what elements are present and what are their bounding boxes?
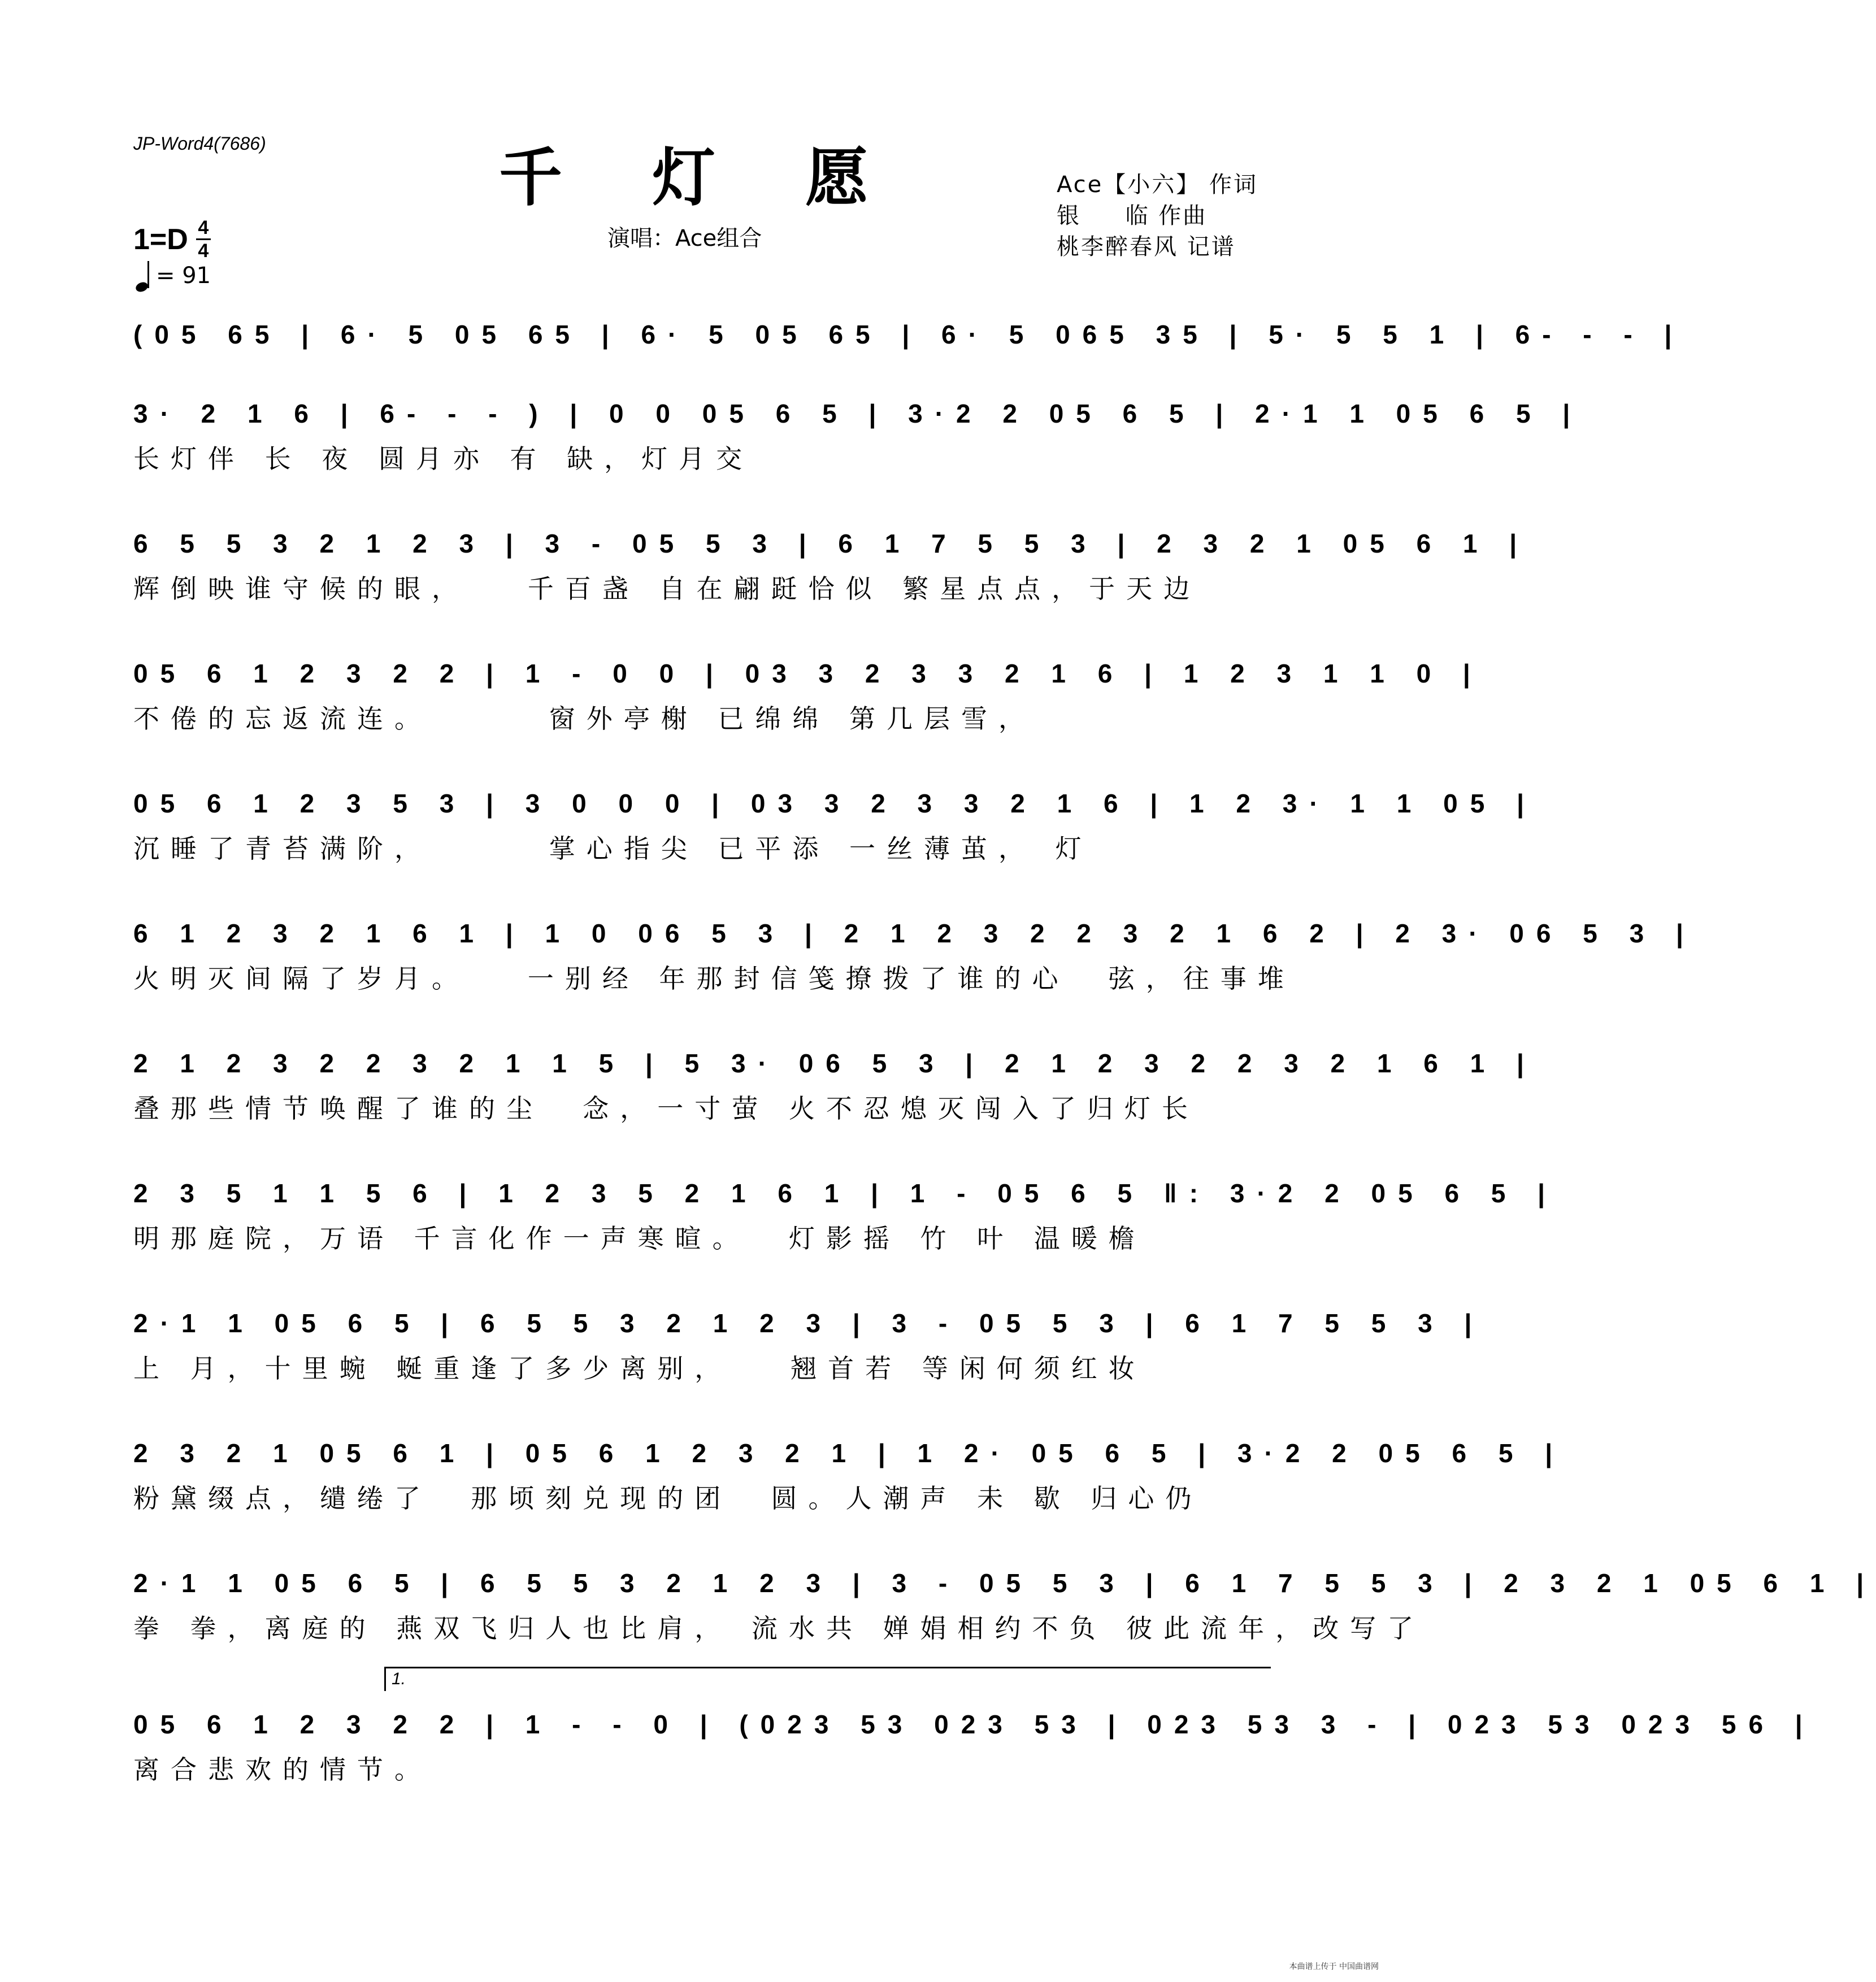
lyricist-credit: Ace【小六】 作词 [1057, 172, 1258, 198]
score-system [133, 785, 1536, 864]
key-label: 1=D [133, 223, 188, 256]
lyric-line: 沉睡了青苔满阶， 掌心指尖 已平添 一丝薄茧， 灯 [133, 833, 1093, 864]
transcriber-credit: 桃李醉春风 记谱 [1057, 234, 1236, 260]
tempo-marking [136, 260, 211, 292]
score-system [133, 1435, 1565, 1514]
lyric-line: 上 月，十里蜿 蜒重逢了多少离别， 翘首若 等闲何须红妆 [133, 1353, 1146, 1384]
lyric-line: 火明灭间隔了岁月。 一别经 年那封信笺撩拨了谁的心 弦，往事堆 [133, 963, 1295, 994]
lyric-line: 辉倒映谁守候的眼， 千百盏 自在翩跹恰似 繁星点点，于天边 [133, 573, 1201, 604]
notation-line: 05 6 1 2 3 2 2 | 1 - - 0 | (023 53 023 53 | 023 53 3 - | 023 53 023 56 | [133, 1710, 1815, 1739]
lyric-line: 拳 拳，离庭的 燕双飞归人也比肩， 流水共 婵娟相约不负 彼此流年，改写了 [133, 1613, 1425, 1644]
lyric-line: 粉黛缀点，缱绻了 那顷刻兑现的团 圆。人潮声 未 歇 归心仍 [133, 1483, 1203, 1514]
lyric-line: 长灯伴 长 夜 圆月亦 有 缺，灯月交 [133, 444, 754, 474]
score-system [133, 1045, 1536, 1124]
notation-line: 2 3 2 1 05 6 1 | 05 6 1 2 3 2 1 | 1 2· 05 6 5 | 3·2 2 05 6 5 | [133, 1438, 1565, 1468]
lyric-line: 离合悲欢的情节。 [133, 1754, 432, 1785]
volta-label: 1. [392, 1670, 406, 1688]
lyric-line: 叠那些情节唤醒了谁的尘 念，一寸萤 火不忍熄灭闯入了归灯长 [133, 1093, 1199, 1124]
notation-line: (05 65 | 6· 5 05 65 | 6· 5 05 65 | 6· 5 065 35 | 5· 5 5 1 | 6- - - | [133, 320, 1684, 349]
score-system [133, 1565, 1876, 1644]
notation-line: 6 5 5 3 2 1 2 3 | 3 - 05 5 3 | 6 1 7 5 5 3 | 2 3 2 1 05 6 1 | [133, 529, 1530, 558]
score-system [133, 525, 1530, 604]
first-ending-bracket [384, 1667, 1271, 1691]
lyric-line: 不倦的忘返流连。 窗外亭榭 已绵绵 第几层雪， [133, 703, 1036, 734]
score-system [133, 395, 1583, 474]
score-system [133, 915, 1696, 994]
notation-line: 2 1 2 3 2 2 3 2 1 1 5 | 5 3· 06 5 3 | 2 1 2 3 2 2 3 2 1 6 1 | [133, 1049, 1536, 1078]
credits-block [1057, 169, 1258, 263]
key-signature [133, 218, 211, 261]
time-signature-top: 4 [198, 217, 209, 238]
composer-credit: 银 临 作曲 [1057, 203, 1208, 229]
quarter-note-icon [136, 260, 151, 292]
score-system [133, 1175, 1558, 1254]
source-watermark: 本曲谱上传于 中国曲谱网 [1289, 1962, 1379, 1971]
song-title: 千 灯 愿 [499, 141, 902, 215]
score-system [133, 316, 1684, 390]
score-system [133, 1706, 1815, 1785]
notation-line: 3· 2 1 6 | 6- - - ) | 0 0 05 6 5 | 3·2 2 05 6 5 | 2·1 1 05 6 5 | [133, 399, 1583, 428]
notation-line: 2·1 1 05 6 5 | 6 5 5 3 2 1 2 3 | 3 - 05 5 3 | 6 1 7 5 5 3 | 2 3 2 1 05 6 1 | [133, 1568, 1876, 1598]
lyric-line: 明那庭院，万语 千言化作一声寒暄。 灯影摇 竹 叶 温暖檐 [133, 1223, 1146, 1254]
notation-line: 2·1 1 05 6 5 | 6 5 5 3 2 1 2 3 | 3 - 05 5 3 | 6 1 7 5 5 3 | [133, 1309, 1484, 1338]
performer-line: 演唱：Ace组合 [607, 225, 762, 251]
time-signature [196, 218, 211, 261]
tempo-value: = 91 [156, 263, 211, 289]
notation-line: 05 6 1 2 3 2 2 | 1 - 0 0 | 03 3 2 3 3 2 1 6 | 1 2 3 1 1 0 | [133, 659, 1483, 688]
score-system [133, 1305, 1484, 1384]
notation-line: 6 1 2 3 2 1 6 1 | 1 0 06 5 3 | 2 1 2 3 2 2 3 2 1 6 2 | 2 3· 06 5 3 | [133, 919, 1696, 948]
time-signature-bottom: 4 [198, 240, 209, 262]
notation-line: 2 3 5 1 1 5 6 | 1 2 3 5 2 1 6 1 | 1 - 05 6 5 ‖: 3·2 2 05 6 5 | [133, 1179, 1558, 1208]
notation-line: 05 6 1 2 3 5 3 | 3 0 0 0 | 03 3 2 3 3 2 1 6 | 1 2 3· 1 1 05 | [133, 789, 1536, 818]
software-label: JP-Word4(7686) [133, 133, 266, 154]
score-system [133, 655, 1483, 734]
